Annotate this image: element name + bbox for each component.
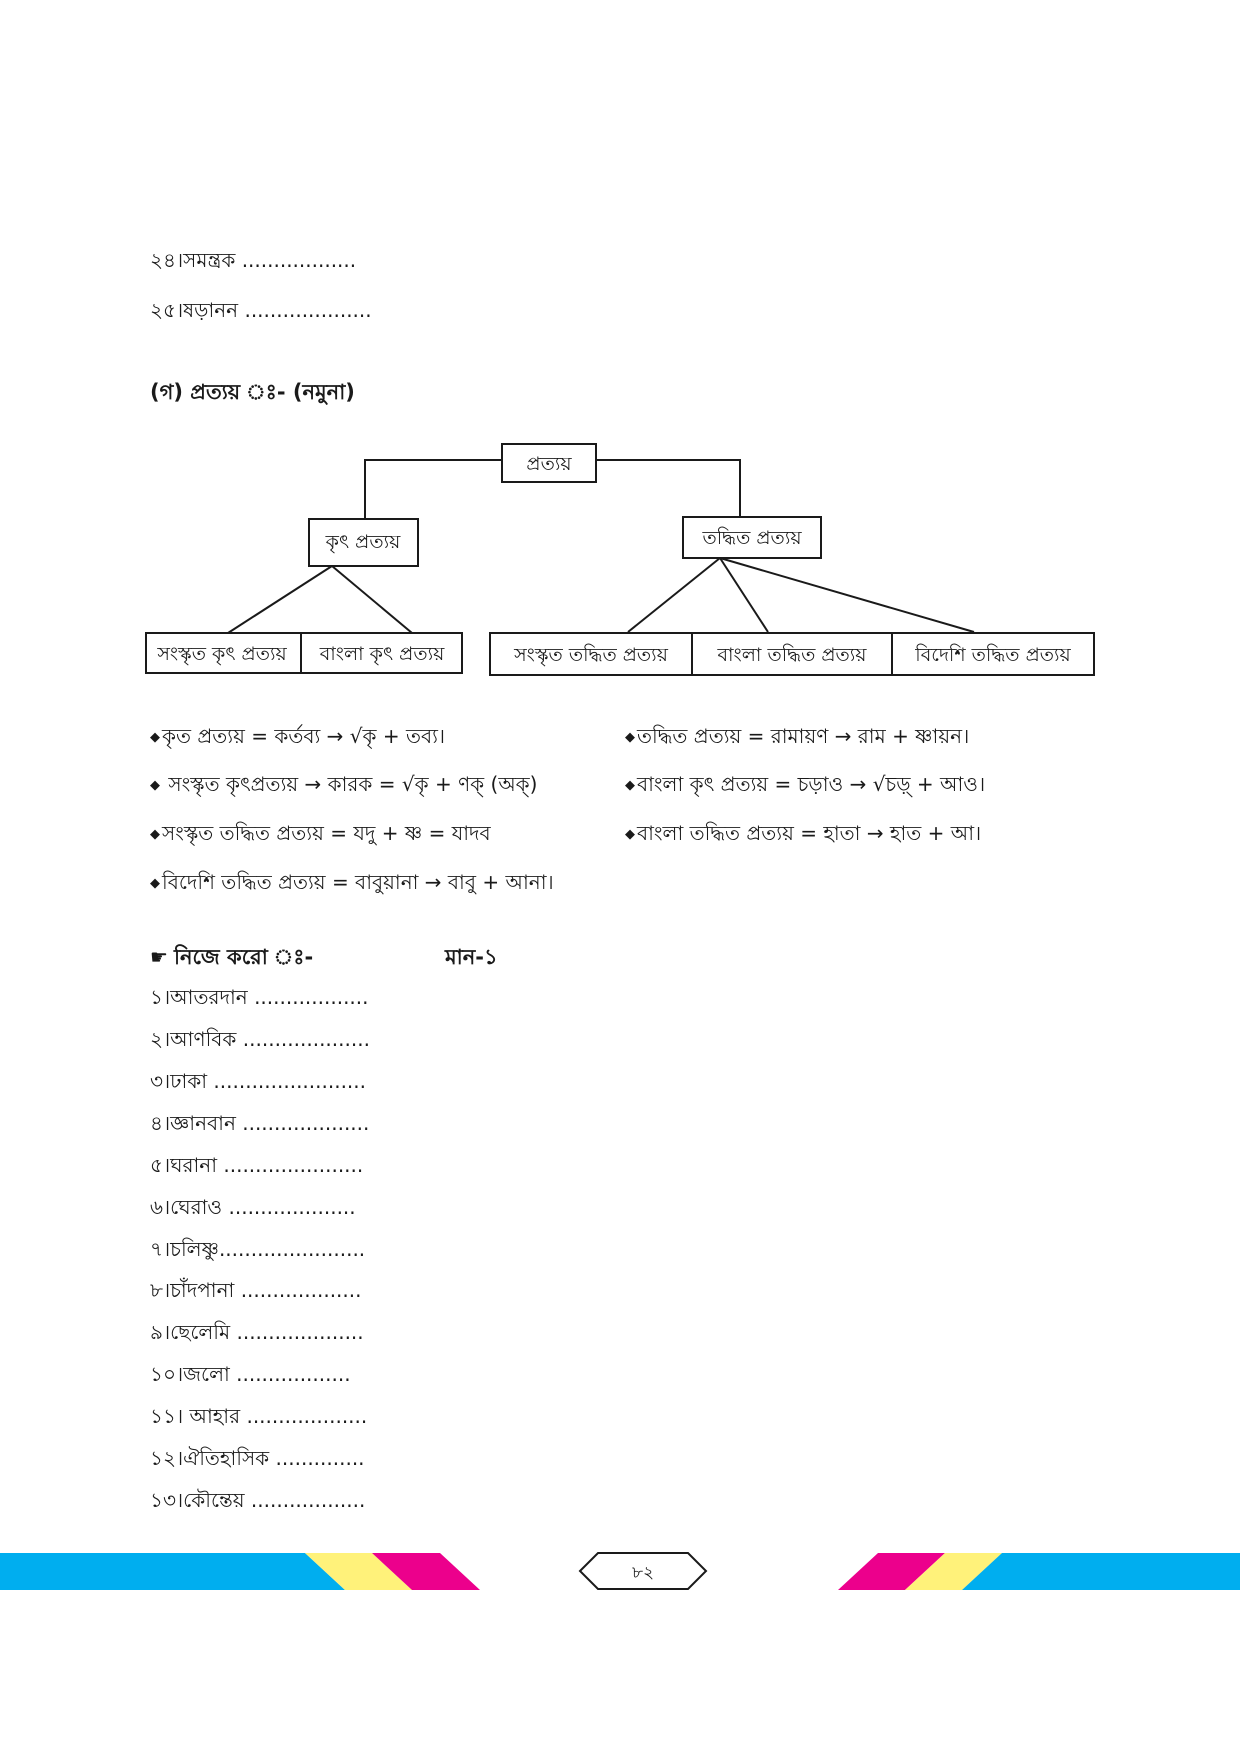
exercise-item: ৯।ছেলেমি .................... xyxy=(150,1320,364,1344)
list-item: ২৪।সমন্ত্রক .................. xyxy=(150,248,357,272)
example-item: ◆ বাংলা তদ্ধিত প্রত্যয় = হাতা → হাত + আ। xyxy=(625,821,982,845)
diamond-bullet-icon: ◆ xyxy=(625,730,635,745)
exercise-item: ২।আণবিক .................... xyxy=(150,1027,370,1051)
example-item: ◆ বাংলা কৃৎ প্রত্যয় = চড়াও → √চড়্ + আও। xyxy=(625,772,986,796)
exercise-item: ৮।চাঁদপানা ................... xyxy=(150,1278,362,1302)
example-item: ◆ বিদেশি তদ্ধিত প্রত্যয় = বাবুয়ানা → বাবু + আনা। xyxy=(150,870,554,894)
exercise-item: ৩।ঢাকা ........................ xyxy=(150,1069,366,1093)
diagram-connector-right xyxy=(596,460,740,518)
exercise-item: ৪।জ্ঞানবান .................... xyxy=(150,1111,370,1135)
diagram-right-label: তদ্ধিত প্রত্যয় xyxy=(702,527,802,549)
page-number: ৮২ xyxy=(631,1563,655,1583)
diagram-connector-left xyxy=(365,460,502,518)
exercise-item: ৭।চলিষ্ণু....................... xyxy=(150,1237,366,1261)
footer-stripe xyxy=(962,1553,1240,1590)
pointing-hand-icon: ☛ xyxy=(150,945,168,969)
footer-band xyxy=(0,1550,1240,1600)
example-item: ◆ সংস্কৃত কৃৎপ্রত্যয় → কারক = √কৃ + ণক্ (অক্) xyxy=(150,772,538,796)
diagram-leaf-label: বাংলা তদ্ধিত প্রত্যয় xyxy=(717,644,867,666)
exercise-item: ১২।ঐতিহাসিক .............. xyxy=(150,1446,365,1470)
exercise-item: ১৩।কৌন্তেয় .................. xyxy=(150,1488,366,1512)
diagram-connector xyxy=(228,566,332,633)
example-item: ◆ তদ্ধিত প্রত্যয় = রামায়ণ → রাম + ষ্ণায়ন। xyxy=(625,724,970,748)
diagram-root-label: প্রত্যয় xyxy=(526,453,572,475)
example-item: ◆ সংস্কৃত তদ্ধিত প্রত্যয় = যদু + ষ্ণ = যাদব xyxy=(150,821,491,845)
exercise-item: ১১। আহার ................... xyxy=(150,1404,368,1428)
pratyay-diagram xyxy=(0,0,1240,700)
diamond-bullet-icon: ◆ xyxy=(625,778,635,793)
diagram-connector xyxy=(628,558,720,632)
diagram-leaf-label: বিদেশি তদ্ধিত প্রত্যয় xyxy=(915,644,1071,666)
exercise-item: ৫।ঘরানা ...................... xyxy=(150,1153,364,1177)
exercise-item: ৬।ঘেরাও .................... xyxy=(150,1195,356,1219)
list-item: ২৫।ষড়ানন .................... xyxy=(150,298,372,322)
exercise-item: ১০।জলো .................. xyxy=(150,1362,351,1386)
diagram-leaf-label: সংস্কৃত তদ্ধিত প্রত্যয় xyxy=(514,644,668,666)
diamond-bullet-icon: ◆ xyxy=(150,876,160,891)
exercise-title: ☛ নিজে করো ঃ- xyxy=(150,945,314,969)
diagram-connector xyxy=(332,566,412,633)
diagram-left-label: কৃৎ প্রত্যয় xyxy=(325,531,401,553)
exercise-marks: মান-১ xyxy=(445,945,498,969)
example-item: ◆ কৃত প্রত্যয় = কর্তব্য → √কৃ + তব্য। xyxy=(150,724,446,748)
footer-stripe xyxy=(0,1553,345,1590)
diamond-bullet-icon: ◆ xyxy=(150,778,160,793)
diagram-leaf-label: সংস্কৃত কৃৎ প্রত্যয় xyxy=(157,643,287,665)
diamond-bullet-icon: ◆ xyxy=(150,730,160,745)
diagram-connector xyxy=(720,558,974,632)
diagram-leaf-label: বাংলা কৃৎ প্রত্যয় xyxy=(319,643,445,665)
section-title: (গ) প্রত্যয় ঃ- (নমুনা) xyxy=(150,380,355,404)
diamond-bullet-icon: ◆ xyxy=(625,827,635,842)
exercise-item: ১।আতরদান .................. xyxy=(150,985,369,1009)
diamond-bullet-icon: ◆ xyxy=(150,827,160,842)
